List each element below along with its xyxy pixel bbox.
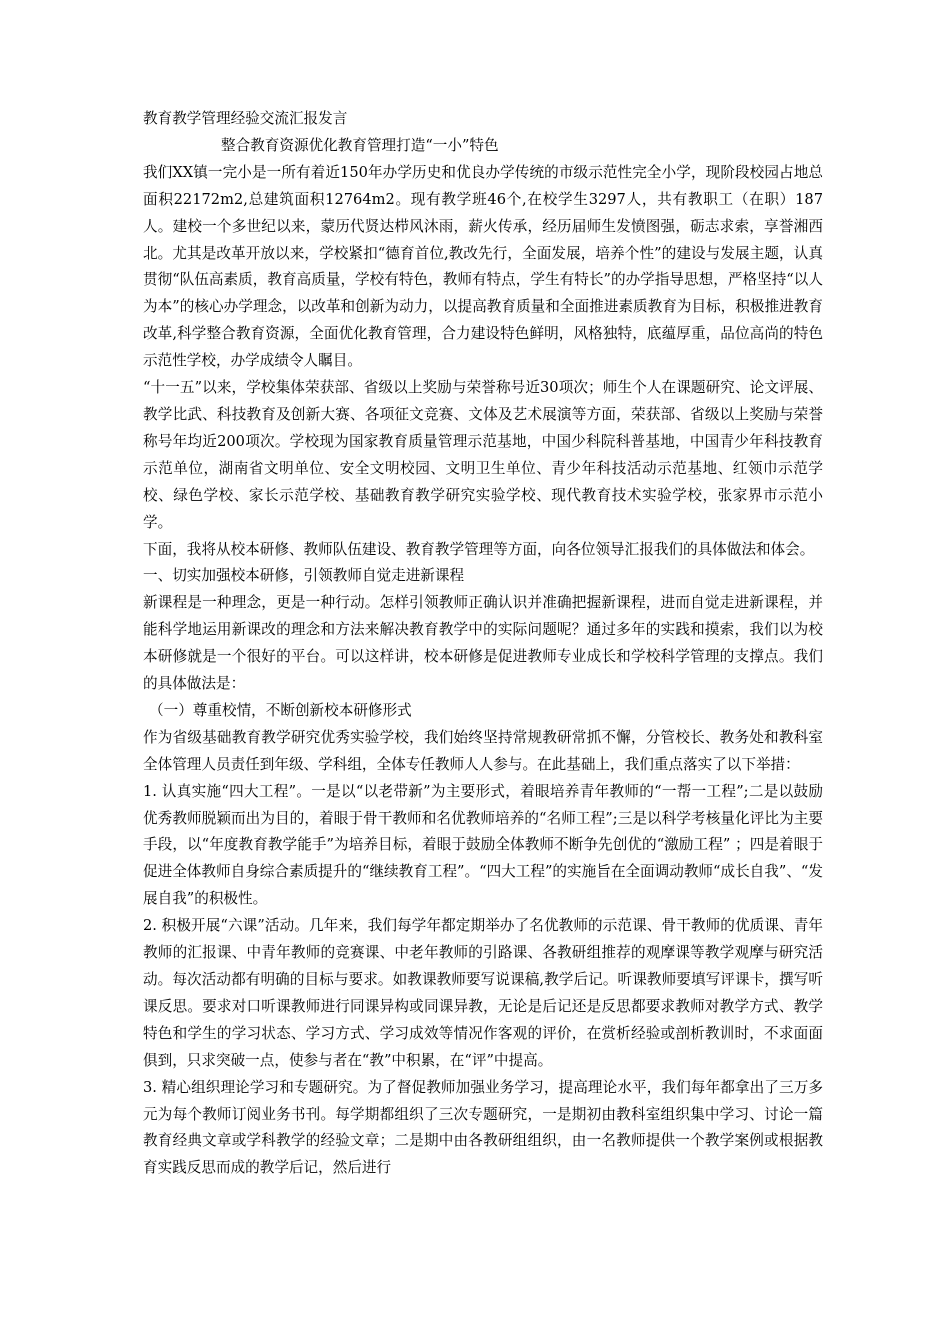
paragraph-routine-research: 作为省级基础教育教学研究优秀实验学校，我们始终坚持常规教研常抓不懈，分管校长、教务处和教科室全体管理人员责任到年级、学科组，全体专任教师人人参与。在此基础上，我们重点落实了以下举措： bbox=[143, 728, 823, 773]
section-heading-1: 一、切实加强校本研修，引领教师自觉走进新课程 bbox=[143, 567, 465, 585]
list-item-four-projects: 1. 认真实施“四大工程”。一是以“以老带新”为主要形式，着眼培养青年教师的“一帮一工程”;二是以鼓励优秀教师脱颖而出为目的，着眼于骨干教师和名优教师培养的“名师工程”;三是以科学考核量化评比为主要手段，以“年度教育教学能手”为培养目标，着眼于鼓励全体教师不断争先创优的“激励工程” ；四是着眼于促进全体教师自身综合素质提升的“继续教育工程”。“四大工程”的实施旨在全面调动教师“成长自我”、“发展自我”的积极性。 bbox=[143, 782, 823, 908]
document-page bbox=[143, 106, 823, 1182]
list-item-six-lessons: 2. 积极开展“六课”活动。几年来，我们每学年都定期举办了名优教师的示范课、骨干教师的优质课、青年教师的汇报课、中青年教师的竞赛课、中老年教师的引路课、各教研组推荐的观摩课等教学观摩与研究活动。每次活动都有明确的目标与要求。如教课教师要写说课稿,教学后记。听课教师要填写评课卡，撰写听课反思。要求对口听课教师进行同课异构或同课异教，无论是后记还是反思都要求教师对教学方式、教学特色和学生的学习状态、学习方式、学习成效等情况作客观的评价，在赏析经验或剖析教训时，不求面面俱到，只求突破一点，使参与者在“教”中积累，在“评”中提高。 bbox=[143, 917, 823, 1069]
paragraph-report-outline: 下面，我将从校本研修、教师队伍建设、教育教学管理等方面，向各位领导汇报我们的具体做法和体会。 bbox=[143, 540, 815, 558]
paragraph-school-intro: 我们XX镇一完小是一所有着近150年办学历史和优良办学传统的市级示范性完全小学，现阶段校园占地总面积22172m2,总建筑面积12764m2。现有教学班46个,在校学生3297人，共有教职工（在职）187人。建校一个多世纪以来，蒙历代贤达栉风沐雨，薪火传承，经历届师生发愤图强，砺志求索，享誉湘西北。尤其是改革开放以来，学校紧扣“德育首位,教改先行，全面发展，培养个性”的建设与发展主题，认真贯彻“队伍高素质，教育高质量，学校有特色，教师有特点，学生有特长”的办学指导思想，严格坚持“以人为本”的核心办学理念，以改革和创新为动力，以提高教育质量和全面推进素质教育为目标，积极推进教育改革,科学整合教育资源，全面优化教育管理，合力建设特色鲜明，风格独特，底蕴厚重，品位高尚的特色示范性学校，办学成绩令人瞩目。 bbox=[143, 163, 823, 370]
list-item-theory-study: 3. 精心组织理论学习和专题研究。为了督促教师加强业务学习，提高理论水平，我们每年都拿出了三万多元为每个教师订阅业务书刊。每学期都组织了三次专题研究，一是期初由教科室组织集中学习、讨论一篇教育经典文章或学科教学的经验文章；二是期中由各教研组组织，由一名教师提供一个教学案例或根据教育实践反思而成的教学后记，然后进行 bbox=[143, 1078, 823, 1177]
paragraph-new-curriculum: 新课程是一种理念，更是一种行动。怎样引领教师正确认识并准确把握新课程，进而自觉走进新课程，并能科学地运用新课改的理念和方法来解决教育教学中的实际问题呢？通过多年的实践和摸索，我们以为校本研修就是一个很好的平台。可以这样讲，校本研修是促进教师专业成长和学校科学管理的支撑点。我们的具体做法是： bbox=[143, 594, 823, 693]
subsection-heading-1: （一）尊重校情，不断创新校本研修形式 bbox=[149, 701, 412, 719]
paragraph-honors: “十一五”以来，学校集体荣获部、省级以上奖励与荣誉称号近30项次；师生个人在课题研究、论文评展、教学比武、科技教育及创新大赛、各项征文竞赛、文体及艺术展演等方面，荣获部、省级以上奖励与荣誉称号年均近200项次。学校现为国家教育质量管理示范基地，中国少科院科普基地，中国青少年科技教育示范单位，湖南省文明单位、安全文明校园、文明卫生单位、青少年科技活动示范基地、红领巾示范学校、绿色学校、家长示范学校、基础教育教学研究实验学校、现代教育技术实验学校，张家界市示范小学。 bbox=[143, 379, 823, 531]
document-title: 教育教学管理经验交流汇报发言 bbox=[143, 110, 348, 127]
document-subtitle: 整合教育资源优化教育管理打造“一小”特色 bbox=[221, 136, 499, 154]
